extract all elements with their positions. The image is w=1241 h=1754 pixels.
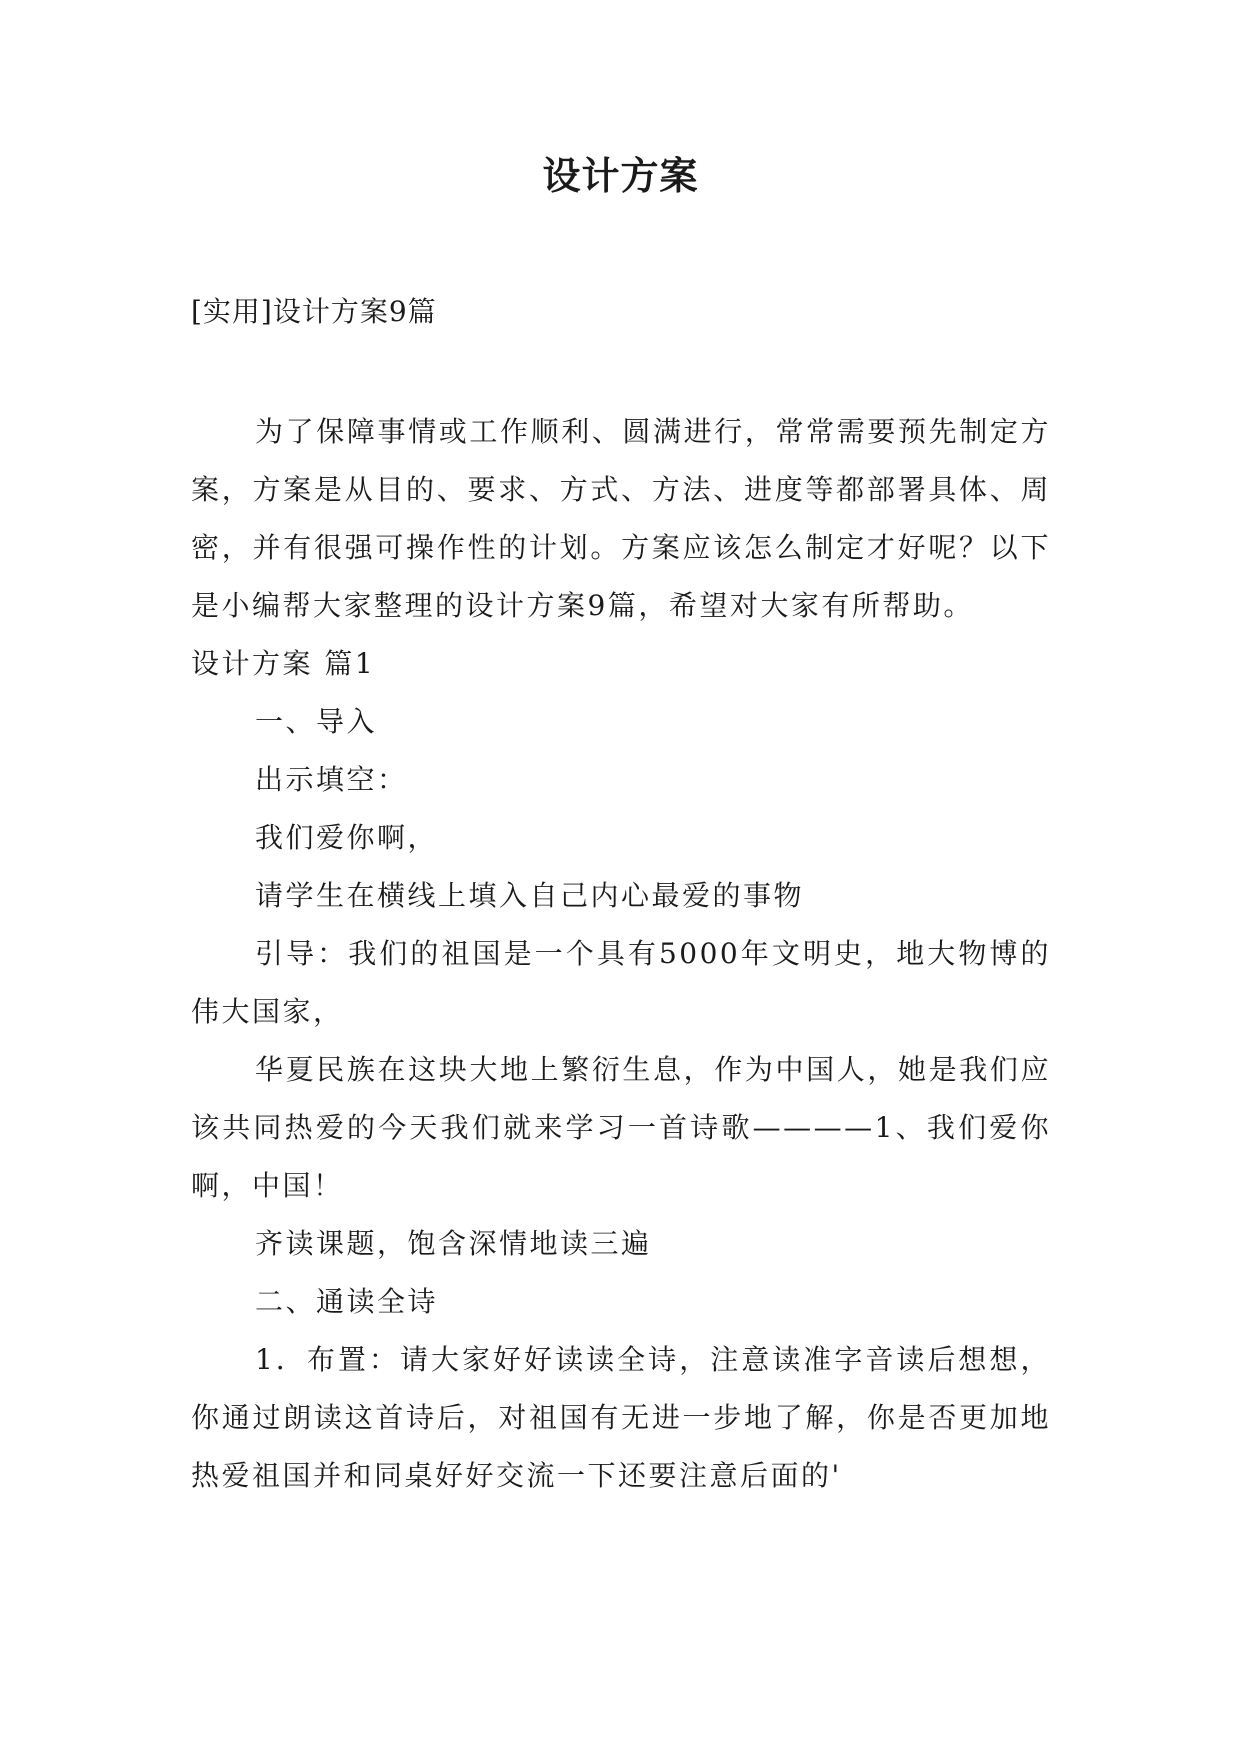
paragraph: 华夏民族在这块大地上繁衍生息，作为中国人，她是我们应该共同热爱的今天我们就来学习一首诗歌————1、我们爱你啊，中国！ [191, 1053, 1051, 1202]
document-title: 设计方案 [542, 154, 699, 198]
paragraph: 我们爱你啊， [255, 821, 439, 854]
paragraph: 二、通读全诗 [255, 1285, 439, 1318]
document-body [191, 403, 1051, 1505]
paragraph: 齐读课题，饱含深情地读三遍 [255, 1227, 652, 1260]
document-subtitle: [实用]设计方案9篇 [191, 295, 437, 328]
section-heading: 设计方案 篇1 [191, 647, 376, 680]
paragraph: 引导：我们的祖国是一个具有5000年文明史，地大物博的伟大国家， [191, 937, 1051, 1028]
paragraph: 1．布置：请大家好好读读全诗，注意读准字音读后想想，你通过朗读这首诗后，对祖国有无进一步地了解，你是否更加地热爱祖国并和同桌好好交流一下还要注意后面的' [191, 1343, 1051, 1492]
paragraph: 请学生在横线上填入自己内心最爱的事物 [255, 879, 805, 912]
paragraph: 出示填空： [255, 763, 408, 796]
paragraph: 一、导入 [255, 705, 378, 738]
intro-paragraph: 为了保障事情或工作顺利、圆满进行，常常需要预先制定方案，方案是从目的、要求、方式、方法、进度等都部署具体、周密，并有很强可操作性的计划。方案应该怎么制定才好呢？以下是小编帮大家整理的设计方案9篇，希望对大家有所帮助。 [191, 415, 1051, 622]
